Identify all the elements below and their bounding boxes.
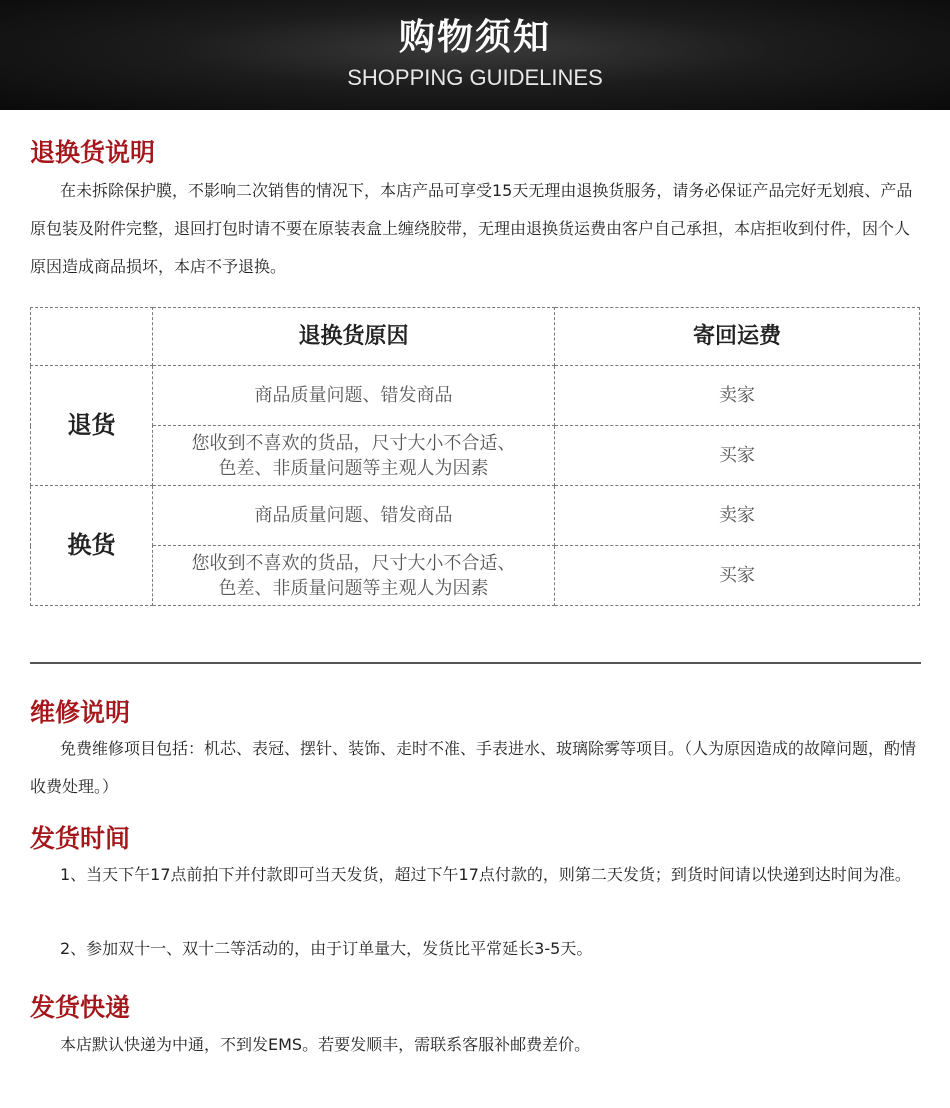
table-row (31, 546, 920, 606)
reason-line: 色差、非质量问题等主观人为因素 (218, 457, 489, 479)
returns-text: 在未拆除保护膜，不影响二次销售的情况下，本店产品可享受15天无理由退换货服务，请务必保证产品完好无划痕、产品原包装及附件完整，退回打包时请不要在原装表盒上缠绕胶带，无理由退换货运费由客户自己承担，本店拒收到付件，因个人原因造成商品损坏，本店不予退换。 (30, 181, 913, 276)
banner-subtitle: SHOPPING GUIDELINES (347, 65, 603, 90)
reason-line: 色差、非质量问题等主观人为因素 (218, 577, 489, 599)
delivery-time-item-2: 2、参加双十一、双十二等活动的，由于订单量大，发货比平常延长3-5天。 (60, 939, 593, 958)
header-shipping: 寄回运费 (555, 308, 920, 366)
courier-heading: 发货快递 (30, 993, 131, 1022)
table-corner-cell (31, 308, 153, 366)
delivery-time-heading: 发货时间 (30, 824, 131, 853)
repair-text: 免费维修项目包括：机芯、表冠、摆针、装饰、走时不准、手表进水、玻璃除雾等项目。（人为原因造成的故障问题，酌情收费处理。） (30, 739, 917, 796)
table-row (31, 366, 920, 426)
delivery-time-item-1: 1、当天下午17点前拍下并付款即可当天发货，超过下午17点付款的，则第二天发货；到货时间请以快递到达时间为准。 (60, 865, 911, 884)
reason-cell (153, 486, 555, 546)
reason-line: 您收到不喜欢的货品，尺寸大小不合适、 (191, 432, 516, 454)
return-exchange-table (30, 307, 920, 606)
header-reason: 退换货原因 (153, 308, 555, 366)
repair-heading: 维修说明 (30, 698, 131, 727)
exchange-type-label: 换货 (31, 486, 153, 606)
payer-cell: 买家 (555, 426, 920, 486)
header-banner (0, 0, 950, 110)
reason-line: 商品质量问题、错发商品 (254, 505, 453, 526)
reason-cell (153, 546, 555, 606)
reason-cell (153, 426, 555, 486)
reason-line: 您收到不喜欢的货品，尺寸大小不合适、 (191, 552, 516, 574)
reason-cell (153, 366, 555, 426)
payer-cell: 卖家 (555, 486, 920, 546)
return-type-label: 退货 (31, 366, 153, 486)
courier-text: 本店默认快递为中通，不到发EMS。若要发顺丰，需联系客服补邮费差价。 (60, 1035, 591, 1054)
table-header-row (31, 308, 920, 366)
section-divider (30, 662, 921, 664)
reason-line: 商品质量问题、错发商品 (254, 385, 453, 406)
table-row (31, 486, 920, 546)
returns-heading: 退换货说明 (30, 138, 156, 167)
payer-cell: 卖家 (555, 366, 920, 426)
banner-title: 购物须知 (398, 17, 551, 58)
table-row (31, 426, 920, 486)
payer-cell: 买家 (555, 546, 920, 606)
